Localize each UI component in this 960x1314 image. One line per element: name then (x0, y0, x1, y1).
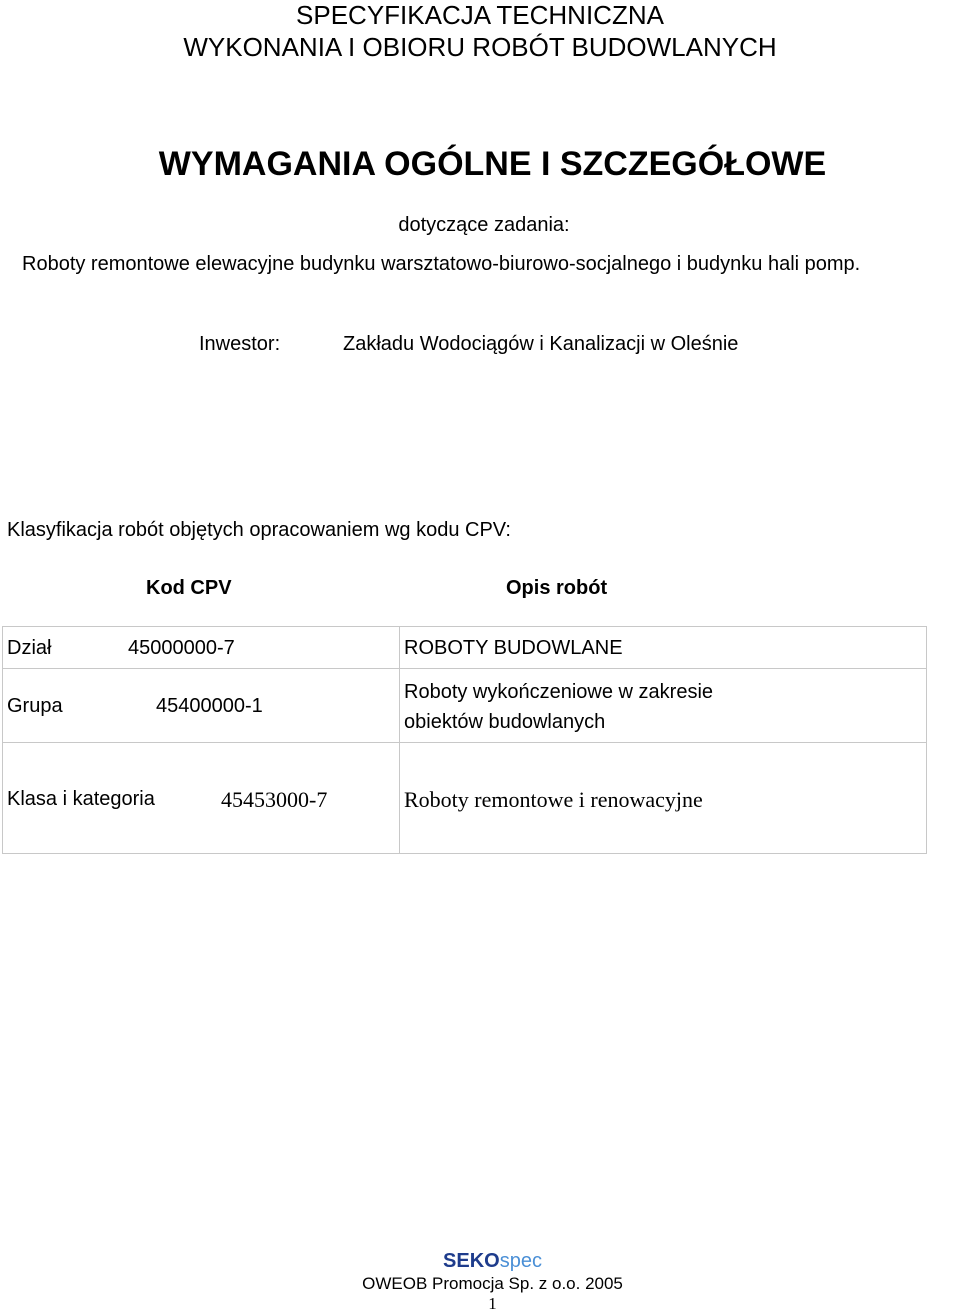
page-number: 1 (488, 1294, 497, 1313)
table-row-description: Roboty remontowe i renowacyjne (404, 787, 703, 812)
table-row-code: 45000000-7 (128, 637, 235, 659)
classification-intro: Klasyfikacja robót objętych opracowaniem wg kodu CPV: (7, 519, 511, 541)
table-row-level: Klasa i kategoria (7, 788, 155, 810)
investor-name: Zakładu Wodociągów i Kanalizacji w Oleśnie (343, 333, 739, 355)
table-border-top (2, 626, 927, 627)
main-heading: WYMAGANIA OGÓLNE I SZCZEGÓŁOWE (158, 145, 827, 183)
brand-name-part2: spec (499, 1250, 542, 1272)
table-divider (2, 668, 927, 669)
table-border-left (2, 626, 3, 854)
table-row-description: ROBOTY BUDOWLANE (404, 637, 623, 659)
column-header-description: Opis robót (506, 577, 608, 599)
table-border-bottom (2, 853, 927, 854)
subject-text: Roboty remontowe elewacyjne budynku warsztatowo-biurowo-socjalnego i budynku hali pomp. (22, 253, 861, 275)
footer-brand-logo (0, 1250, 960, 1273)
brand-name-part1: SEKO (443, 1250, 500, 1272)
table-column-divider (399, 626, 400, 854)
footer-company: OWEOB Promocja Sp. z o.o. 2005 (362, 1274, 623, 1293)
investor-label: Inwestor: (199, 333, 281, 355)
document-title-line1: SPECYFIKACJA TECHNICZNA (296, 0, 664, 30)
subject-label: dotyczące zadania: (398, 214, 570, 236)
table-divider (2, 742, 927, 743)
table-row-code: 45453000-7 (221, 787, 328, 812)
document-title-line2: WYKONANIA I OBIORU ROBÓT BUDOWLANYCH (183, 32, 777, 62)
table-row-level: Grupa (7, 695, 63, 717)
table-row-description: Roboty wykończeniowe w zakresie (404, 681, 714, 703)
table-row-code: 45400000-1 (156, 695, 263, 717)
table-row-description-cont: obiektów budowlanych (404, 711, 606, 733)
column-header-code: Kod CPV (146, 577, 232, 599)
table-row-level: Dział (7, 637, 52, 659)
table-border-right (926, 626, 927, 854)
